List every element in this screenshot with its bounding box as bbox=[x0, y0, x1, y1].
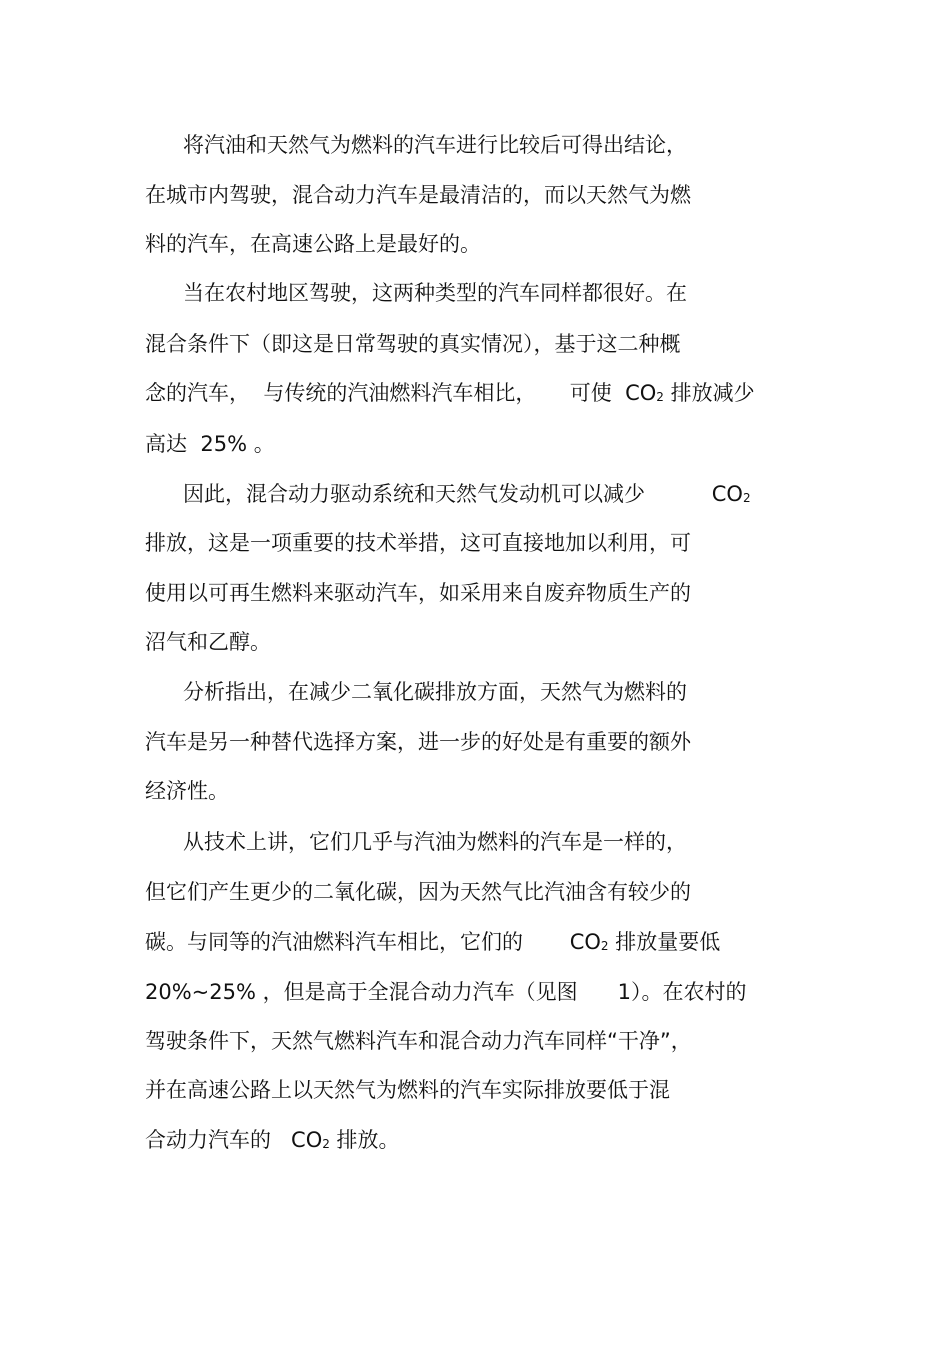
paragraph-1-line-1: 将汽油和天然气为燃料的汽车进行比较后可得出结论， bbox=[183, 133, 687, 157]
paragraph-3-line-1 bbox=[183, 479, 751, 509]
paragraph-5-line-5: 驾驶条件下，天然气燃料汽车和混合动力汽车同样“干净”， bbox=[145, 1029, 692, 1053]
co2-subscript: 2 bbox=[600, 939, 609, 953]
paragraph-5-line-4: 20%~25% ，但是高于全混合动力汽车（见图 1）。在农村的 bbox=[145, 980, 747, 1004]
co2-text: 因此，混合动力驱动系统和天然气发动机可以减少 CO bbox=[183, 482, 743, 506]
paragraph-5-line-2: 但它们产生更少的二氧化碳，因为天然气比汽油含有较少的 bbox=[145, 880, 691, 904]
line-tail: 排放量要低 bbox=[608, 930, 721, 954]
co2-subscript: 2 bbox=[322, 1137, 330, 1151]
co2-text: 合动力汽车的 CO bbox=[145, 1128, 323, 1152]
paragraph-4-line-1: 分析指出，在减少二氧化碳排放方面，天然气为燃料的 bbox=[183, 680, 687, 704]
co2-text: 念的汽车， 与传统的汽油燃料汽车相比， 可使 CO bbox=[145, 381, 657, 405]
paragraph-4-line-2: 汽车是另一种替代选择方案，进一步的好处是有重要的额外 bbox=[145, 730, 691, 754]
paragraph-5-line-3 bbox=[145, 927, 720, 957]
paragraph-3-line-4: 沼气和乙醇。 bbox=[145, 630, 271, 654]
paragraph-1-line-2: 在城市内驾驶，混合动力汽车是最清洁的，而以天然气为燃 bbox=[145, 183, 691, 207]
paragraph-2-line-2: 混合条件下（即这是日常驾驶的真实情况），基于这二种概 bbox=[145, 332, 681, 356]
paragraph-3-line-3: 使用以可再生燃料来驱动汽车，如采用来自废弃物质生产的 bbox=[145, 581, 691, 605]
co2-subscript: 2 bbox=[656, 390, 664, 404]
paragraph-5-line-7 bbox=[145, 1125, 400, 1155]
paragraph-2-line-3 bbox=[145, 378, 755, 408]
paragraph-3-line-2: 排放，这是一项重要的技术举措，这可直接地加以利用，可 bbox=[145, 531, 691, 555]
paragraph-5-line-1: 从技术上讲，它们几乎与汽油为燃料的汽车是一样的， bbox=[183, 830, 687, 854]
co2-text: 碳。与同等的汽油燃料汽车相比，它们的 CO bbox=[145, 930, 601, 954]
paragraph-2-line-1: 当在农村地区驾驶，这两种类型的汽车同样都很好。在 bbox=[183, 281, 687, 305]
paragraph-2-line-4: 高达 25% 。 bbox=[145, 432, 275, 456]
line-tail: 排放。 bbox=[329, 1128, 400, 1152]
paragraph-4-line-3: 经济性。 bbox=[145, 779, 229, 803]
paragraph-5-line-6: 并在高速公路上以天然气为燃料的汽车实际排放要低于混 bbox=[145, 1078, 670, 1102]
line-tail: 排放减少 bbox=[663, 381, 755, 405]
co2-subscript: 2 bbox=[742, 491, 751, 505]
paragraph-1-line-3: 料的汽车，在高速公路上是最好的。 bbox=[145, 232, 481, 256]
